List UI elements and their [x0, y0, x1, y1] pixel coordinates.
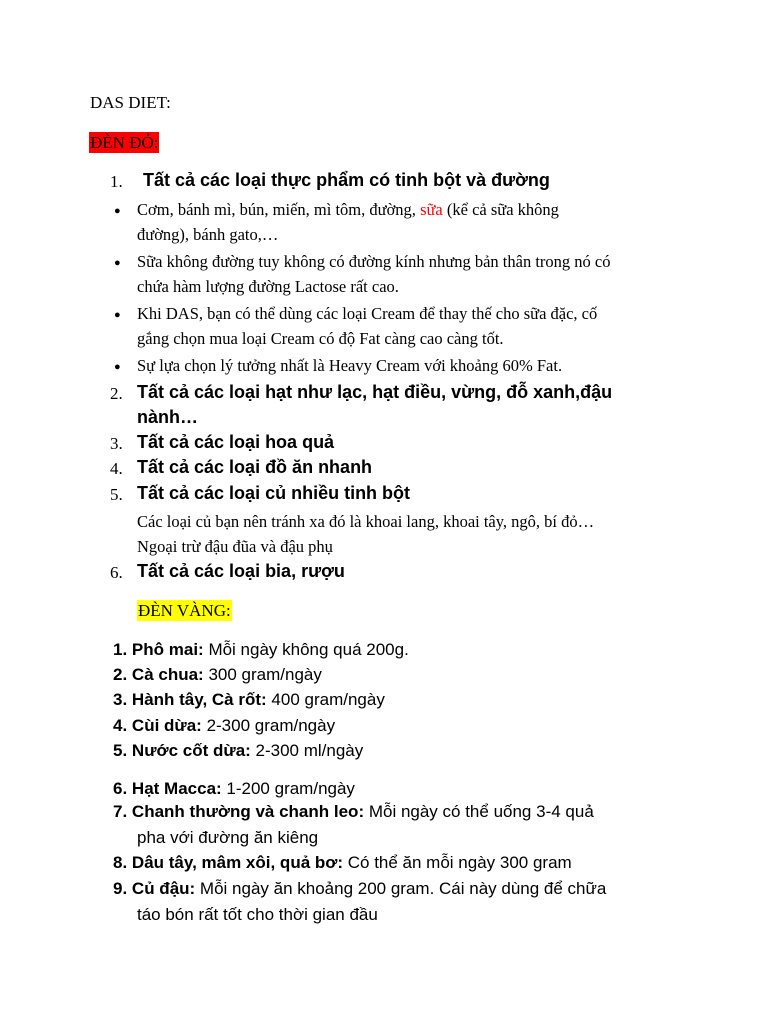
- yellow-list-item: 6. Hạt Macca: 1-200 gram/ngày: [113, 779, 355, 798]
- item-heading: Tất cả các loại bia, rượu: [137, 561, 345, 581]
- yellow-list-item: 7. Chanh thường và chanh leo: Mỗi ngày có thể uống 3-4 quả: [113, 802, 594, 821]
- bullet-text: Khi DAS, bạn có thể dùng các loại Cream để thay thế cho sữa đặc, cố: [137, 304, 598, 323]
- bullet-text: Cơm, bánh mì, bún, miến, mì tôm, đường, sữa (kể cả sữa không: [137, 200, 559, 219]
- bullet-text-cont: gắng chọn mua loại Cream có độ Fat càng cao càng tốt.: [137, 329, 504, 348]
- bullet-icon: ●: [114, 257, 121, 269]
- item-number: 5.: [110, 485, 123, 504]
- item-heading-cont: nành…: [137, 407, 198, 427]
- yellow-list-item-cont: pha với đường ăn kiêng: [137, 828, 319, 847]
- item-heading: Tất cả các loại đồ ăn nhanh: [137, 457, 373, 477]
- bullet-text-cont: chứa hàm lượng đường Lactose rất cao.: [137, 277, 399, 296]
- item-heading: Tất cả các loại thực phẩm có tinh bột và đường: [143, 170, 550, 190]
- item-note: Các loại củ bạn nên tránh xa đó là khoai lang, khoai tây, ngô, bí đỏ…: [137, 512, 595, 531]
- item-number: 6.: [110, 563, 123, 582]
- red-light-label: ĐÈN ĐỎ:: [90, 133, 159, 152]
- yellow-list-item: 9. Củ đậu: Mỗi ngày ăn khoảng 200 gram. Cái này dùng để chữa: [113, 879, 607, 898]
- item-number: 3.: [110, 434, 123, 453]
- yellow-list-item: 8. Dâu tây, mâm xôi, quả bơ: Có thể ăn mỗi ngày 300 gram: [113, 853, 572, 872]
- bullet-text: Sự lựa chọn lý tưởng nhất là Heavy Cream với khoảng 60% Fat.: [137, 356, 563, 375]
- bullet-icon: ●: [114, 205, 121, 217]
- item-number: 2.: [110, 384, 123, 403]
- item-heading: Tất cả các loại củ nhiều tinh bột: [137, 483, 411, 503]
- yellow-light-label: ĐÈN VÀNG:: [138, 601, 231, 620]
- yellow-list-item: 4. Cùi dừa: 2-300 gram/ngày: [113, 716, 336, 735]
- item-number: 1.: [110, 172, 123, 191]
- document-title: DAS DIET:: [90, 93, 171, 112]
- yellow-list-item: 3. Hành tây, Cà rốt: 400 gram/ngày: [113, 690, 385, 709]
- milk-highlight: sữa: [420, 200, 443, 219]
- yellow-list-item: 5. Nước cốt dừa: 2-300 ml/ngày: [113, 741, 364, 760]
- yellow-list-item: 2. Cà chua: 300 gram/ngày: [113, 665, 322, 684]
- bullet-icon: ●: [114, 309, 121, 321]
- bullet-icon: ●: [114, 361, 121, 373]
- item-heading: Tất cả các loại hạt như lạc, hạt điều, vừng, đỗ xanh,đậu: [137, 382, 613, 402]
- item-note: Ngoại trừ đậu đũa và đậu phụ: [137, 537, 333, 556]
- bullet-text: Sữa không đường tuy không có đường kính nhưng bản thân trong nó có: [137, 252, 611, 271]
- bullet-text-cont: đường), bánh gato,…: [137, 225, 279, 244]
- yellow-list-item: 1. Phô mai: Mỗi ngày không quá 200g.: [113, 640, 409, 659]
- item-heading: Tất cả các loại hoa quả: [137, 432, 335, 452]
- item-number: 4.: [110, 459, 123, 478]
- yellow-list-item-cont: táo bón rất tốt cho thời gian đầu: [137, 905, 378, 924]
